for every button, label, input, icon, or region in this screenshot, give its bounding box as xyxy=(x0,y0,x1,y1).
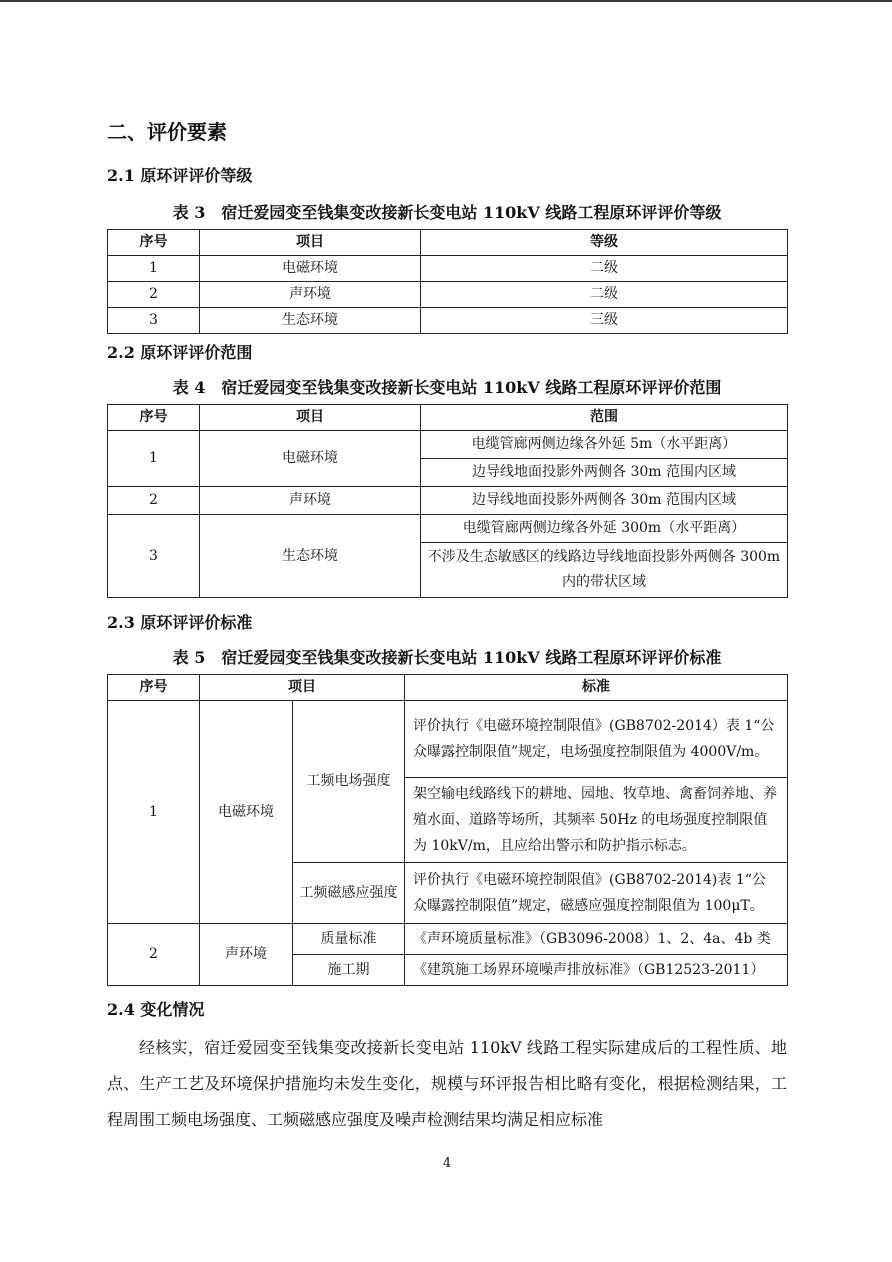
cell-subitem: 工频电场强度 xyxy=(293,701,405,863)
header-no: 序号 xyxy=(108,675,200,701)
cell-item: 生态环境 xyxy=(200,515,421,598)
cell-item: 声环境 xyxy=(200,924,293,986)
cell-standard: 评价执行《电磁环境控制限值》(GB8702-2014）表 1“公众曝露控制限值”规定，电场强度控制限值为 4000V/m。 xyxy=(405,701,788,778)
table-3-caption: 表 3 宿迁爱园变至钱集变改接新长变电站 110kV 线路工程原环评评价等级 xyxy=(172,203,722,222)
cell-no: 1 xyxy=(108,431,200,487)
header-no: 序号 xyxy=(108,230,200,256)
page-number: 4 xyxy=(442,1156,452,1171)
cell-no: 3 xyxy=(108,515,200,598)
cell-scope: 不涉及生态敏感区的线路边导线地面投影外两侧各 300m 内的带状区域 xyxy=(421,543,788,598)
header-item: 项目 xyxy=(200,230,421,256)
table-3-grade xyxy=(107,229,788,334)
header-item: 项目 xyxy=(200,405,421,431)
cell-grade: 二级 xyxy=(421,282,788,308)
cell-standard: 评价执行《电磁环境控制限值》(GB8702-2014)表 1“公众曝露控制限值”规定，磁感应强度控制限值为 100μT。 xyxy=(405,863,788,924)
cell-scope: 边导线地面投影外两侧各 30m 范围内区域 xyxy=(421,487,788,515)
cell-item: 生态环境 xyxy=(200,308,421,334)
cell-item: 声环境 xyxy=(200,282,421,308)
table-header-row xyxy=(108,675,788,701)
table-4-caption: 表 4 宿迁爱园变至钱集变改接新长变电站 110kV 线路工程原环评评价范围 xyxy=(172,378,722,397)
header-item: 项目 xyxy=(200,675,405,701)
table-row xyxy=(108,282,788,308)
header-no: 序号 xyxy=(108,405,200,431)
cell-item: 电磁环境 xyxy=(200,701,293,924)
cell-subitem: 工频磁感应强度 xyxy=(293,863,405,924)
cell-scope: 边导线地面投影外两侧各 30m 范围内区域 xyxy=(421,459,788,487)
table-row xyxy=(108,256,788,282)
table-row xyxy=(108,924,788,955)
header-grade: 等级 xyxy=(421,230,788,256)
header-standard: 标准 xyxy=(405,675,788,701)
section-title: 二、评价要素 xyxy=(107,120,227,144)
cell-item: 电磁环境 xyxy=(200,256,421,282)
top-border-line xyxy=(0,0,892,2)
cell-no: 1 xyxy=(108,256,200,282)
cell-item: 电磁环境 xyxy=(200,431,421,487)
cell-scope: 电缆管廊两侧边缘各外延 300m（水平距离） xyxy=(421,515,788,543)
cell-grade: 二级 xyxy=(421,256,788,282)
heading-2-2: 2.2 原环评评价范围 xyxy=(107,343,253,362)
cell-no: 1 xyxy=(108,701,200,924)
table-row xyxy=(108,515,788,543)
cell-item: 声环境 xyxy=(200,487,421,515)
cell-no: 2 xyxy=(108,924,200,986)
table-row xyxy=(108,487,788,515)
cell-standard: 架空输电线路线下的耕地、园地、牧草地、禽畜饲养地、养殖水面、道路等场所，其频率 50Hz 的电场强度控制限值为 10kV/m，且应给出警示和防护指示标志。 xyxy=(405,778,788,863)
cell-no: 2 xyxy=(108,282,200,308)
table-header-row xyxy=(108,230,788,256)
table-row xyxy=(108,308,788,334)
cell-no: 3 xyxy=(108,308,200,334)
heading-2-1: 2.1 原环评评价等级 xyxy=(107,166,253,185)
cell-subitem: 质量标准 xyxy=(293,924,405,955)
table-5-standard xyxy=(107,674,788,986)
table-4-scope xyxy=(107,404,788,598)
heading-2-4: 2.4 变化情况 xyxy=(107,1000,205,1019)
table-row xyxy=(108,701,788,778)
cell-no: 2 xyxy=(108,487,200,515)
table-header-row xyxy=(108,405,788,431)
cell-subitem: 施工期 xyxy=(293,955,405,986)
cell-scope: 电缆管廊两侧边缘各外延 5m（水平距离） xyxy=(421,431,788,459)
header-scope: 范围 xyxy=(421,405,788,431)
cell-standard: 《声环境质量标准》（GB3096-2008）1、2、4a、4b 类 xyxy=(405,924,788,955)
heading-2-3: 2.3 原环评评价标准 xyxy=(107,613,253,632)
body-paragraph: 经核实，宿迁爱园变至钱集变改接新长变电站 110kV 线路工程实际建成后的工程性质、地点、生产工艺及环境保护措施均未发生变化，规模与环评报告相比略有变化，根据检测结果，工程周围工频电场强度、工频磁感应强度及噪声检测结果均满足相应标准 xyxy=(107,1038,787,1129)
cell-grade: 三级 xyxy=(421,308,788,334)
cell-standard: 《建筑施工场界环境噪声排放标准》（GB12523-2011） xyxy=(405,955,788,986)
table-5-caption: 表 5 宿迁爱园变至钱集变改接新长变电站 110kV 线路工程原环评评价标准 xyxy=(172,648,722,667)
table-row xyxy=(108,431,788,459)
